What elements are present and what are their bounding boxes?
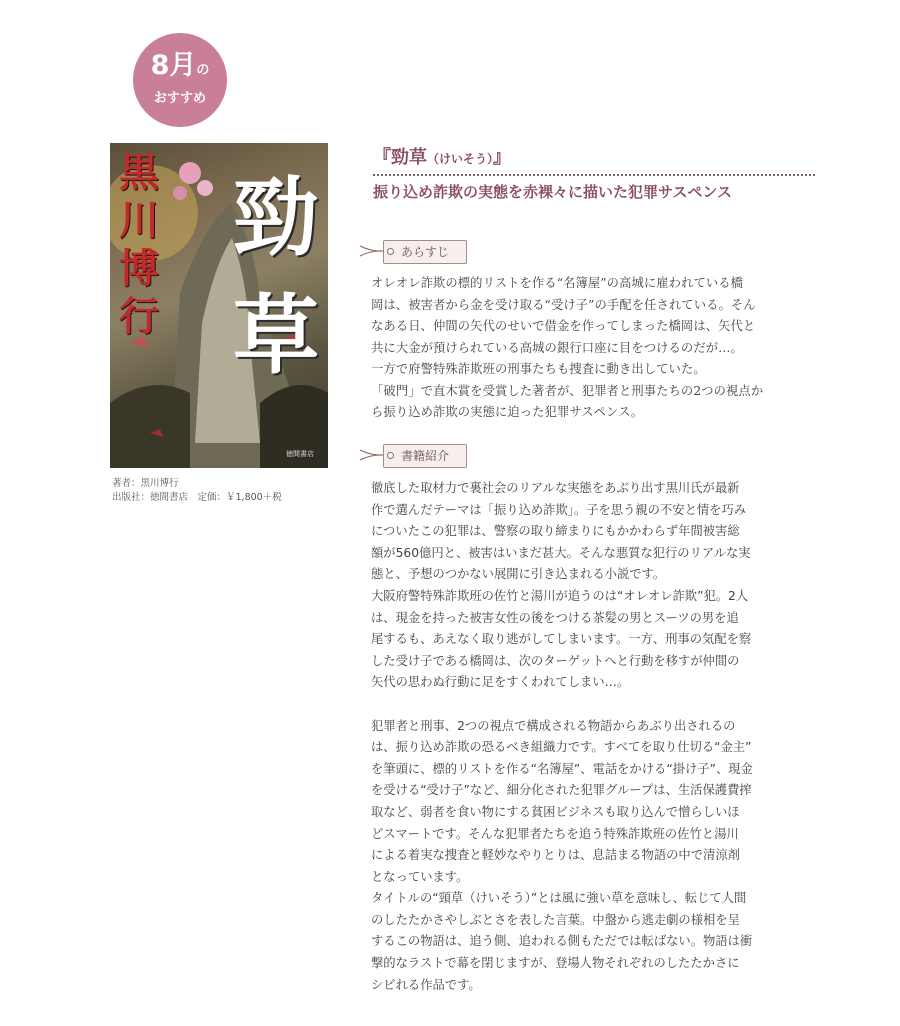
review-line: を受ける“受け子”など、細分化された犯罪グループは、生活保護費搾 xyxy=(371,783,752,798)
title-text: 勁草 xyxy=(391,147,427,168)
review-label: 書籍紹介 xyxy=(383,444,467,468)
title-open-bracket: 『 xyxy=(373,147,391,168)
cover-author: 黒川博行 xyxy=(119,149,159,340)
review-line: 尾するも、あえなく取り逃がしてしまいます。一方、刑事の気配を察 xyxy=(371,632,752,647)
synopsis-line: 岡は、被害者から金を受け取る“受け子”の手配を任されている。そん xyxy=(371,297,756,312)
review-line: シビれる作品です。 xyxy=(371,977,481,992)
book-title xyxy=(373,143,511,169)
review-line: 撃的なラストで幕を閉じますが、登場人物それぞれのしたたかさに xyxy=(371,956,740,971)
book-cover xyxy=(110,143,328,468)
review-line: 矢代の思わぬ行動に足をすくわれてしまい…。 xyxy=(371,675,630,690)
tag-hole-icon xyxy=(387,248,394,255)
synopsis-text xyxy=(371,273,817,424)
review-line: するこの物語は、追う側、追われる側もただでは転ばない。物語は衝 xyxy=(371,934,753,949)
title-close-bracket: 』 xyxy=(493,147,512,168)
review-line: どスマートです。そんな犯罪者たちを追う特殊詐欺班の佐竹と湯川 xyxy=(371,826,739,841)
review-line: による着実な捜査と軽妙なやりとりは、息詰まる物語の中で清涼剤 xyxy=(371,848,740,863)
recommendation-badge xyxy=(133,33,227,127)
badge-month: 8月 xyxy=(150,50,197,81)
review-line: 取など、弱者を食い物にする貧困ビジネスも取り込んで憎らしいほ xyxy=(371,804,740,819)
cover-publisher: 徳間書店 xyxy=(286,450,314,458)
review-line: 態と、予想のつかない展開に引き込まれる小説です。 xyxy=(371,567,666,582)
review-line: 額が560億円と、被害はいまだ甚大。そんな悪質な犯行のリアルな実 xyxy=(371,545,751,560)
synopsis-line: なある日、仲間の矢代のせいで借金を作ってしまった橋岡は、矢代と xyxy=(371,319,756,333)
title-ruby: （けいそう） xyxy=(427,152,494,166)
cover-title: 勁草 xyxy=(233,167,319,386)
synopsis-line: 共に大金が預けられている高城の銀行口座に目をつけるのだが…。 xyxy=(371,340,743,355)
review-line: は、振り込め詐欺の恐るべき組織力です。すべてを取り仕切る“金主” xyxy=(371,740,752,755)
synopsis-line: ら振り込め詐欺の実態に迫った犯罪サスペンス。 xyxy=(371,405,644,419)
review-line: のしたたかさやしぶとさを表した言葉。中盤から逃走劇の様相を呈 xyxy=(371,912,740,927)
paragraph-break xyxy=(371,694,817,716)
badge-recommend: おすすめ xyxy=(153,91,207,106)
review-line: 徹底した取材力で裏社会のリアルな実態をあぶり出す黒川氏が最新 xyxy=(371,481,740,495)
synopsis-line: 「破門」で直木賞を受賞した著者が、犯罪者と刑事たちの2つの視点か xyxy=(371,383,764,398)
author-line: 著者：黒川博行 xyxy=(112,478,179,489)
review-line: 作で選んだテーマは「振り込め詐欺」。子を思う親の不安と情を巧み xyxy=(371,502,747,517)
review-line: 犯罪者と刑事、2つの視点で構成される物語からあぶり出されるの xyxy=(371,718,736,733)
synopsis-line: オレオレ詐欺の標的リストを作る“名簿屋”の高城に雇われている橋 xyxy=(371,276,744,290)
synopsis-label: あらすじ xyxy=(383,240,467,264)
publisher-price-line: 出版社：徳間書店 定価：￥1,800＋税 xyxy=(112,492,282,503)
review-line: 大阪府警特殊詐欺班の佐竹と湯川が追うのは“オレオレ詐欺”犯。2人 xyxy=(371,588,749,603)
review-line: を筆頭に、標的リストを作る“名簿屋”、電話をかける“掛け子”、現金 xyxy=(371,761,753,776)
book-tagline: 振り込め詐欺の実態を赤裸々に描いた犯罪サスペンス xyxy=(373,183,732,201)
tag-hole-icon xyxy=(387,452,394,459)
synopsis-line: 一方で府警特殊詐欺班の刑事たちも捜査に動き出していた。 xyxy=(371,362,706,376)
review-line: は、現金を持った被害女性の後をつける茶髪の男とスーツの男を追 xyxy=(371,610,739,625)
badge-particle: の xyxy=(196,63,210,78)
review-line: についたこの犯罪は、警察の取り締まりにもかかわらず年間被害総 xyxy=(371,524,740,539)
review-line: タイトルの“頸草（けいそう）”とは風に強い草を意味し、転じて人間 xyxy=(371,891,747,906)
title-divider xyxy=(373,174,815,176)
book-meta xyxy=(112,477,282,505)
review-text xyxy=(371,478,817,996)
review-line: となっています。 xyxy=(371,869,469,884)
review-line: した受け子である橋岡は、次のターゲットへと行動を移すが仲間の xyxy=(371,653,740,668)
